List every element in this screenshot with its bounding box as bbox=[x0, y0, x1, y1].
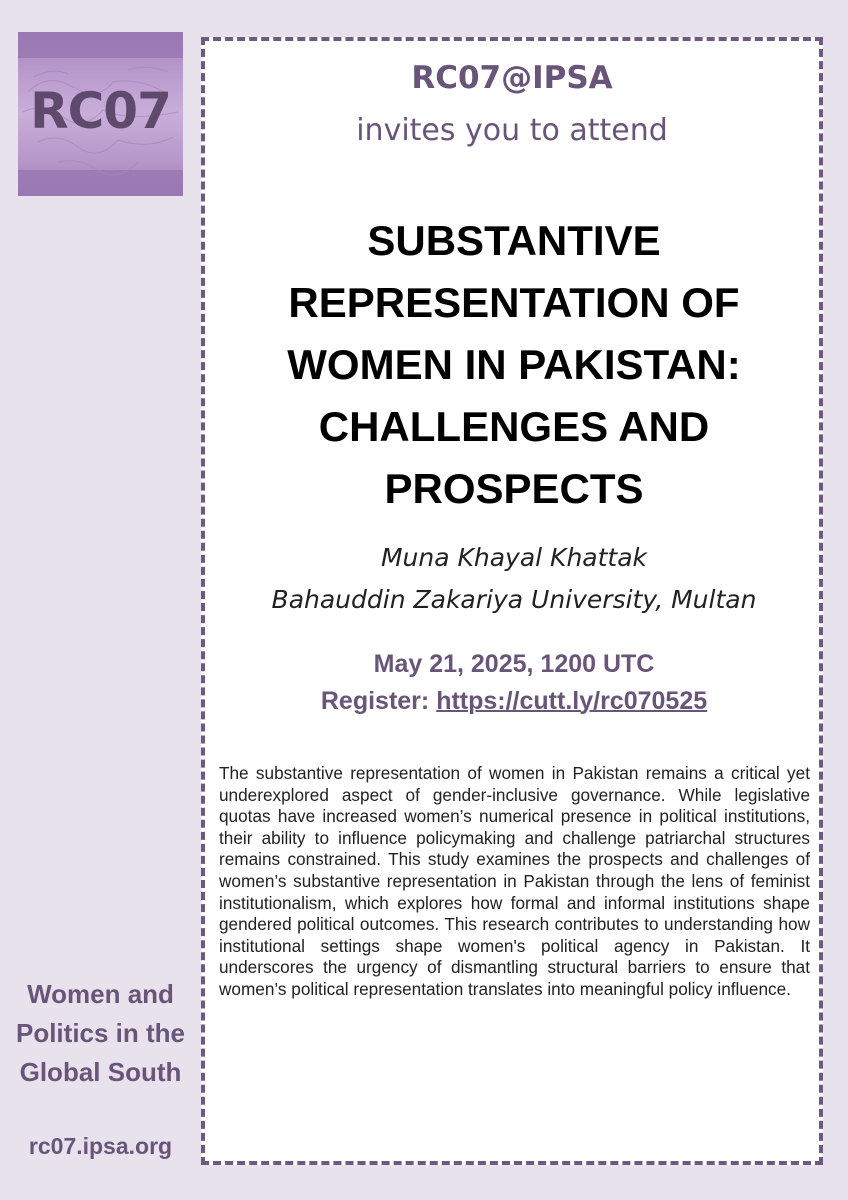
register-link[interactable]: https://cutt.ly/rc070525 bbox=[436, 687, 708, 715]
series-line: Women and bbox=[27, 979, 174, 1009]
website-url: rc07.ipsa.org bbox=[28, 1133, 173, 1159]
rc07-logo bbox=[18, 32, 183, 196]
speaker-name: Muna Khayal Khattak bbox=[380, 543, 648, 572]
speaker-affiliation: Bahauddin Zakariya University, Multan bbox=[271, 585, 757, 614]
series-title bbox=[0, 975, 201, 1092]
title-line: SUBSTANTIVE bbox=[367, 217, 661, 264]
organizer-name: RC07@IPSA bbox=[411, 60, 613, 96]
title-line: REPRESENTATION OF bbox=[288, 279, 740, 326]
series-line: Global South bbox=[19, 1057, 182, 1087]
register-label: Register: bbox=[320, 687, 437, 715]
title-line: WOMEN IN PAKISTAN: bbox=[287, 341, 741, 388]
title-line: CHALLENGES AND bbox=[318, 403, 710, 450]
abstract-text: The substantive representation of women in Pakistan remains a critical yet underexplored aspect of gender-inclusive governance. While legislative quotas have increased women’s numerical presence in political institutions, their ability to influence policymaking and challenge patriarchal structures remains constrained. This study examines the prospects and challenges of women’s substantive representation in Pakistan through the lens of feminist institutionalism, which explores how formal and informal institutions shape gendered political outcomes. This research contributes to understanding how institutional settings shape women's political agency in Pakistan. It underscores the urgency of dismantling structural barriers to ensure that women’s political representation translates into meaningful policy influence. bbox=[219, 763, 810, 999]
logo-text: RC07 bbox=[30, 82, 171, 140]
event-date: May 21, 2025, 1200 UTC bbox=[373, 650, 655, 678]
register-line bbox=[201, 687, 827, 716]
series-line: Politics in the bbox=[15, 1018, 186, 1048]
title-line: PROSPECTS bbox=[384, 465, 644, 512]
invite-line: invites you to attend bbox=[356, 113, 668, 148]
event-title bbox=[201, 210, 827, 520]
